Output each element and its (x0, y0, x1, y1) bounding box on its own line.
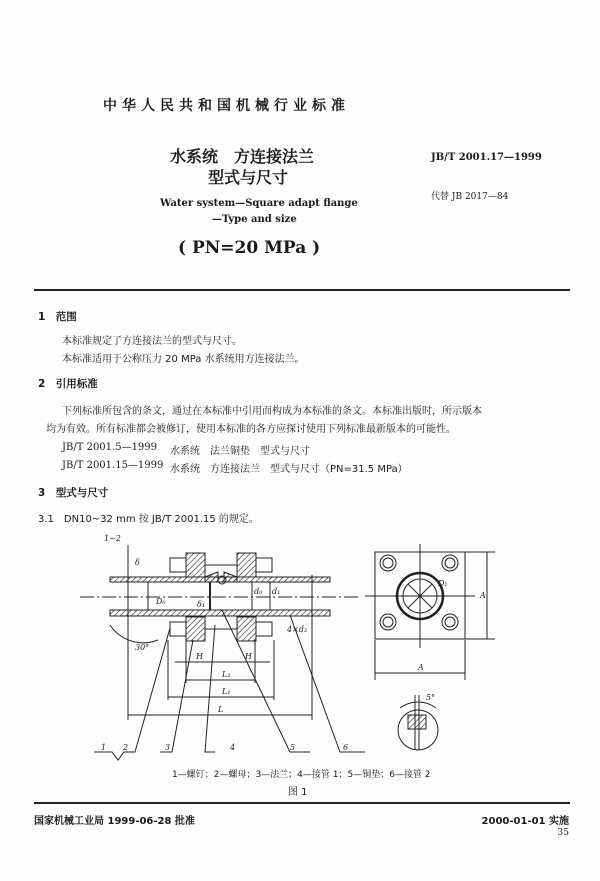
dim-label: 30° (135, 643, 150, 652)
title-en-line1: Water system—Square adapt flange (160, 198, 358, 209)
dim-label: d₁ (272, 587, 281, 596)
ref-code: JB/T 2001.5—1999 (62, 442, 158, 453)
issuing-body: 中华人民共和国机械行业标准 (103, 98, 350, 114)
dim-label: H (245, 652, 252, 661)
page-number: 35 (557, 828, 569, 838)
dim-label: 5° (426, 693, 436, 702)
pipe-assembly (80, 545, 365, 760)
dim-label: A (418, 663, 424, 672)
detail-view (398, 695, 438, 750)
dim-label: H (196, 652, 203, 661)
flange-end-view (365, 544, 495, 680)
dim-label: L (218, 705, 224, 714)
section-2-heading: 2 引用标准 (38, 378, 98, 390)
approval-note: 国家机械工业局 1999-06-28 批准 (34, 816, 195, 827)
section-3-heading: 3 型式与尺寸 (38, 487, 109, 499)
title-cn-line2: 型式与尺寸 (208, 168, 289, 187)
title-en-line2: —Type and size (212, 214, 297, 225)
title-cn-line1: 水系统 方连接法兰 (170, 147, 315, 166)
section-2-para: 下列标准所包含的条文，通过在本标准中引用而构成为本标准的条文。本标准出版时，所示版本 (62, 406, 482, 417)
dim-label: δ₁ (197, 600, 206, 609)
figure-caption: 图 1 (288, 787, 308, 798)
footer-divider (34, 802, 570, 804)
dim-label: L₂ (222, 670, 231, 679)
ref-title: 水系统 法兰铜垫 型式与尺寸 (170, 446, 310, 457)
part-number: 4 (230, 743, 236, 752)
ref-title: 水系统 方连接法兰 型式与尺寸（PN=31.5 MPa） (170, 464, 408, 475)
section-2-para: 均为有效。所有标准都会被修订，使用本标准的各方应探讨使用下列标准最新版本的可能性。 (46, 424, 456, 435)
dim-label: L₁ (222, 687, 231, 696)
clause-3-1: 3.1 DN10~32 mm 按 JB/T 2001.15 的规定。 (38, 514, 259, 525)
part-number: 5 (290, 743, 296, 752)
dim-label: d₀ (254, 587, 263, 596)
section-1-para: 本标准适用于公称压力 20 MPa 水系统用方连接法兰。 (62, 354, 305, 365)
part-number: 1 (101, 743, 107, 752)
dim-label: 1~2 (104, 534, 121, 543)
replaces-note: 代替 JB 2017—84 (431, 192, 509, 202)
part-number: 6 (343, 743, 349, 752)
effective-date: 2000-01-01 实施 (481, 816, 569, 827)
figure-legend: 1—螺钉；2—螺母；3—法兰；4—接管 1；5—铜垫；6—接管 2 (172, 770, 431, 780)
standard-code: JB/T 2001.17—1999 (431, 152, 542, 163)
part-number: 3 (165, 743, 171, 752)
part-number: 2 (123, 743, 129, 752)
dim-label: δ (135, 558, 140, 567)
dim-label: A (480, 591, 486, 600)
pressure-rating: ( PN=20 MPa ) (178, 238, 321, 258)
dim-label: 4×d₃ (287, 625, 308, 634)
dim-label: D₁ (438, 579, 448, 588)
dim-label: D₀ (156, 597, 166, 606)
ref-code: JB/T 2001.15—1999 (62, 460, 164, 471)
section-1-heading: 1 范围 (38, 311, 77, 323)
section-1-para: 本标准规定了方连接法兰的型式与尺寸。 (62, 336, 242, 347)
